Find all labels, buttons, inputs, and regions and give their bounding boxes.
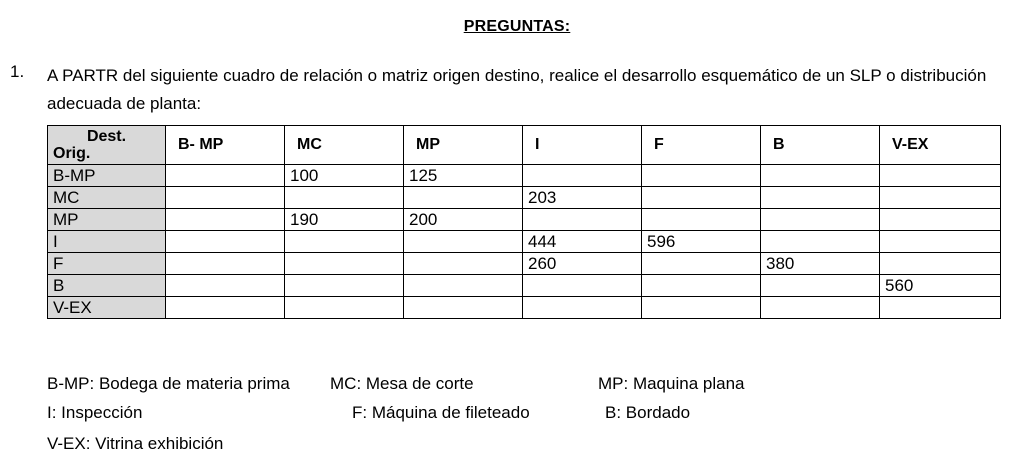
row-header: MC <box>48 187 166 209</box>
corner-dest-label: Dest. <box>86 128 127 145</box>
matrix-cell <box>404 275 523 297</box>
legend-mp: MP: Maquina plana <box>598 374 745 393</box>
matrix-cell <box>642 275 761 297</box>
matrix-cell <box>761 165 880 187</box>
matrix-cell <box>523 297 642 319</box>
matrix-cell <box>880 165 1001 187</box>
legend-f: F: Máquina de fileteado <box>352 403 530 422</box>
matrix-cell <box>285 297 404 319</box>
column-header: B- MP <box>166 126 285 165</box>
table-row <box>48 187 1001 209</box>
matrix-cell <box>642 187 761 209</box>
matrix-corner-cell <box>48 126 166 165</box>
matrix-cell <box>523 209 642 231</box>
matrix-cell <box>404 231 523 253</box>
column-header: MP <box>404 126 523 165</box>
table-row <box>48 275 1001 297</box>
matrix-cell <box>404 187 523 209</box>
matrix-cell <box>642 209 761 231</box>
matrix-cell <box>880 187 1001 209</box>
matrix-cell: 100 <box>285 165 404 187</box>
matrix-cell <box>285 187 404 209</box>
table-row <box>48 209 1001 231</box>
table-row <box>48 231 1001 253</box>
origin-destination-matrix <box>47 125 1001 319</box>
matrix-cell <box>166 231 285 253</box>
matrix-cell <box>523 165 642 187</box>
column-header: F <box>642 126 761 165</box>
matrix-cell <box>285 275 404 297</box>
matrix-cell <box>761 297 880 319</box>
row-header: F <box>48 253 166 275</box>
row-header: B <box>48 275 166 297</box>
matrix-cell <box>761 209 880 231</box>
matrix-cell <box>166 209 285 231</box>
legend-mc: MC: Mesa de corte <box>330 374 474 393</box>
column-header: B <box>761 126 880 165</box>
matrix-cell <box>880 231 1001 253</box>
question-number: 1. <box>10 62 25 81</box>
matrix-cell: 260 <box>523 253 642 275</box>
matrix-cell: 200 <box>404 209 523 231</box>
row-header: B-MP <box>48 165 166 187</box>
matrix-cell: 203 <box>523 187 642 209</box>
matrix-cell: 190 <box>285 209 404 231</box>
legend-i: I: Inspección <box>47 403 143 422</box>
question-text: A PARTR del siguiente cuadro de relación o matriz origen destino, realice el desarrollo esquemático de un SLP o distribución adecuada de planta: <box>47 66 987 113</box>
legend-vex: V-EX: Vitrina exhibición <box>47 434 224 453</box>
matrix-cell <box>166 187 285 209</box>
row-header: MP <box>48 209 166 231</box>
row-header: V-EX <box>48 297 166 319</box>
table-row <box>48 297 1001 319</box>
matrix-cell <box>285 231 404 253</box>
matrix-cell: 560 <box>880 275 1001 297</box>
matrix-cell <box>880 209 1001 231</box>
matrix-cell <box>880 297 1001 319</box>
matrix-cell <box>404 253 523 275</box>
matrix-cell: 380 <box>761 253 880 275</box>
matrix-cell <box>523 275 642 297</box>
column-header: MC <box>285 126 404 165</box>
matrix-cell <box>761 231 880 253</box>
matrix-cell <box>285 253 404 275</box>
matrix-cell: 596 <box>642 231 761 253</box>
matrix-cell <box>166 275 285 297</box>
section-heading: PREGUNTAS: <box>463 18 571 35</box>
matrix-cell: 444 <box>523 231 642 253</box>
matrix-header-row <box>48 126 1001 165</box>
corner-orig-label: Orig. <box>53 145 91 162</box>
matrix-cell <box>642 253 761 275</box>
matrix-cell <box>761 187 880 209</box>
matrix-cell <box>404 297 523 319</box>
matrix-cell <box>642 297 761 319</box>
table-row <box>48 165 1001 187</box>
row-header: I <box>48 231 166 253</box>
legend-bmp: B-MP: Bodega de materia prima <box>47 374 290 393</box>
column-header: I <box>523 126 642 165</box>
legend-b: B: Bordado <box>605 403 691 422</box>
column-header: V-EX <box>880 126 1001 165</box>
matrix-cell <box>761 275 880 297</box>
matrix-cell <box>880 253 1001 275</box>
matrix-cell <box>166 253 285 275</box>
matrix-cell: 125 <box>404 165 523 187</box>
matrix-cell <box>166 165 285 187</box>
matrix-cell <box>642 165 761 187</box>
table-row <box>48 253 1001 275</box>
matrix-cell <box>166 297 285 319</box>
matrix-body <box>48 165 1001 319</box>
